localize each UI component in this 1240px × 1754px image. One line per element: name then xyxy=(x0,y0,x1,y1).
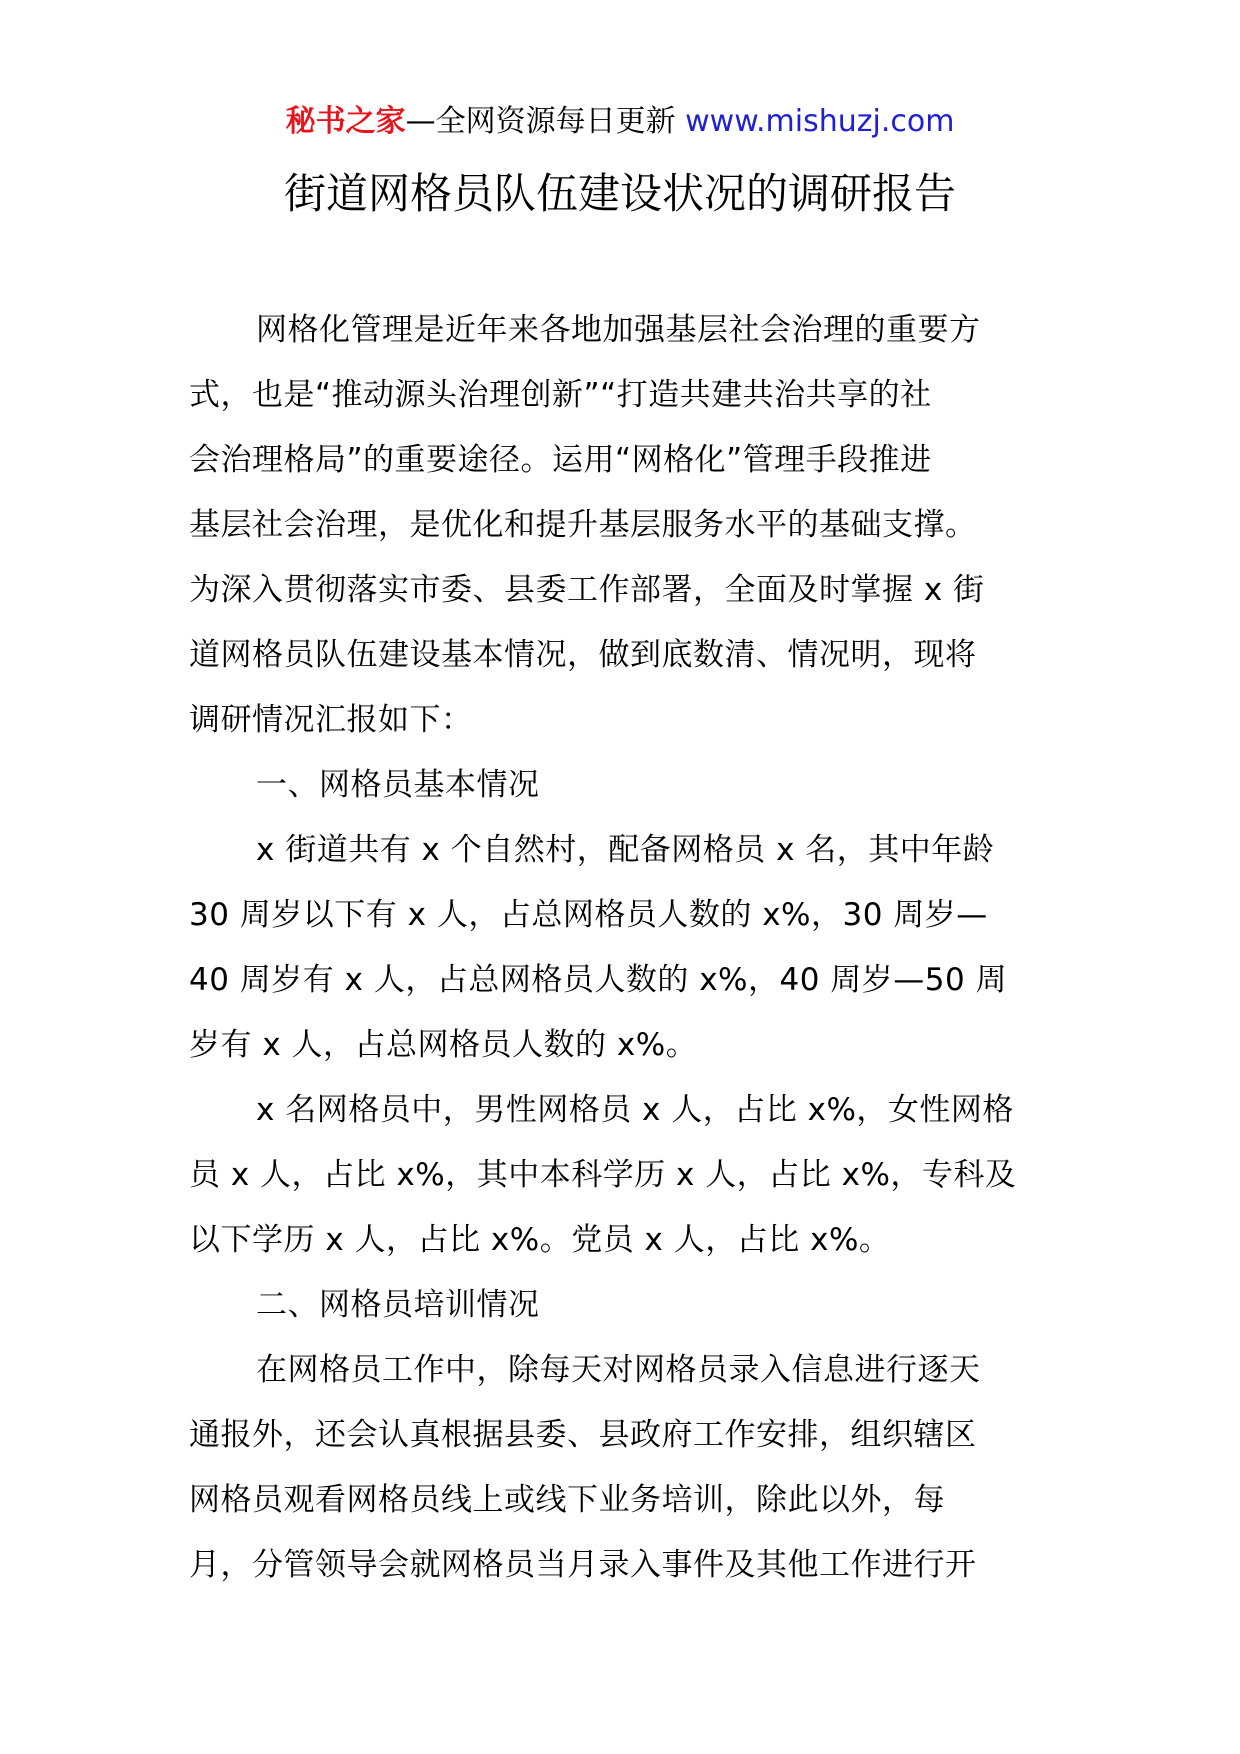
paragraph-line: 月，分管领导会就网格员当月录入事件及其他工作进行开 xyxy=(189,1547,977,1583)
paragraph-line: 30 周岁以下有 x 人，占总网格员人数的 x%，30 周岁— xyxy=(189,897,988,933)
paragraph-line: 式，也是“推动源头治理创新”“打造共建共治共享的社 xyxy=(189,377,932,413)
paragraph-line: 基层社会治理，是优化和提升基层服务水平的基础支撑。 xyxy=(189,507,977,543)
site-banner xyxy=(0,102,1240,142)
paragraph-line: 调研情况汇报如下： xyxy=(189,702,473,738)
document-body xyxy=(189,298,1053,1598)
paragraph-line: 在网格员工作中，除每天对网格员录入信息进行逐天 xyxy=(256,1352,981,1388)
paragraph-line: 会治理格局”的重要途径。运用“网格化”管理手段推进 xyxy=(189,442,932,478)
brand-name: 秘书之家 xyxy=(285,104,406,139)
paragraph-line: 员 x 人，占比 x%，其中本科学历 x 人，占比 x%，专科及 xyxy=(189,1157,1017,1193)
document-title: 街道网格员队伍建设状况的调研报告 xyxy=(283,169,956,218)
paragraph-line: 为深入贯彻落实市委、县委工作部署，全面及时掌握 x 街 xyxy=(189,572,985,608)
paragraph-line: 网格员观看网格员线上或线下业务培训，除此以外，每 xyxy=(189,1482,945,1518)
paragraph-line: x 名网格员中，男性网格员 x 人，占比 x%，女性网格 xyxy=(256,1092,1014,1128)
paragraph-line: 岁有 x 人，占总网格员人数的 x%。 xyxy=(189,1027,698,1063)
section-heading: 一、网格员基本情况 xyxy=(256,767,540,803)
site-url-link[interactable]: www.mishuzj.com xyxy=(685,104,955,139)
section-heading: 二、网格员培训情况 xyxy=(256,1287,540,1323)
banner-tagline: —全网资源每日更新 xyxy=(405,104,676,139)
paragraph-line: 网格化管理是近年来各地加强基层社会治理的重要方 xyxy=(256,312,981,348)
paragraph-line: 40 周岁有 x 人，占总网格员人数的 x%，40 周岁—50 周 xyxy=(189,962,1008,998)
paragraph-line: 通报外，还会认真根据县委、县政府工作安排，组织辖区 xyxy=(189,1417,977,1453)
paragraph-line: 道网格员队伍建设基本情况，做到底数清、情况明，现将 xyxy=(189,637,977,673)
paragraph-line: 以下学历 x 人，占比 x%。党员 x 人，占比 x%。 xyxy=(189,1222,891,1258)
paragraph-line: x 街道共有 x 个自然村，配备网格员 x 名，其中年龄 xyxy=(256,832,995,868)
